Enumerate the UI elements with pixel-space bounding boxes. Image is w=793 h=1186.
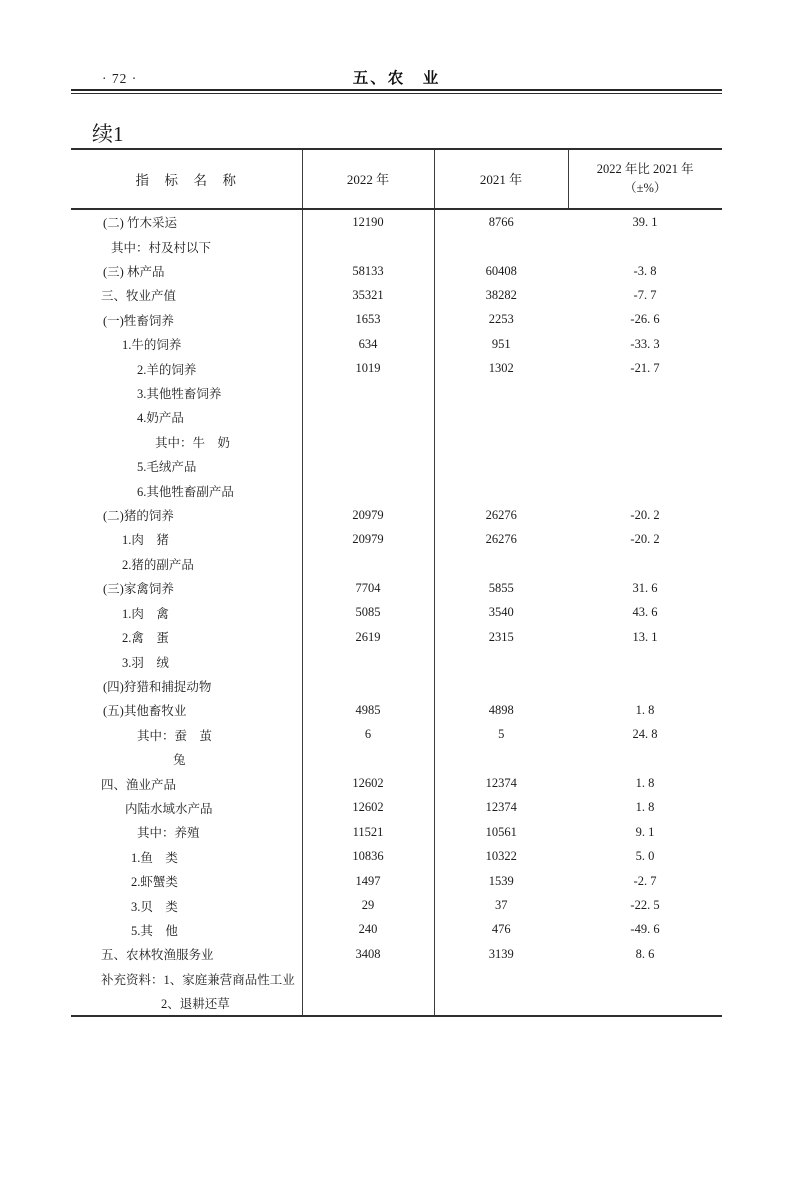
indicator-cell: 1.牛的饲养: [71, 332, 302, 356]
value-2021-cell: [434, 454, 568, 478]
indicator-cell: 2.猪的副产品: [71, 552, 302, 576]
percent-change-cell: [568, 478, 722, 502]
indicator-cell: 1.鱼 类: [71, 845, 302, 869]
table-row: [71, 234, 722, 258]
indicator-cell: 其中：牛 奶: [71, 430, 302, 454]
value-2022-cell: [302, 405, 434, 429]
value-2021-cell: [434, 967, 568, 991]
percent-change-cell: [568, 381, 722, 405]
percent-change-cell: [568, 649, 722, 673]
percent-change-cell: -22. 5: [630, 898, 660, 913]
table-body: [71, 209, 722, 1016]
indicator-cell: 三、牧业产值: [71, 283, 302, 307]
value-2022-cell: 2619: [302, 625, 434, 649]
value-2022-cell: [302, 747, 434, 771]
indicator-cell: (三) 林产品: [71, 259, 302, 283]
header-2022-label: 2022 年: [346, 172, 390, 187]
value-2021-cell: [434, 405, 568, 429]
indicator-cell: 1.肉 禽: [71, 601, 302, 625]
value-2021-cell: [434, 234, 568, 258]
percent-change-cell: 8. 6: [635, 946, 655, 961]
percent-change-cell: [568, 967, 722, 991]
indicator-cell: 5.其 他: [71, 918, 302, 942]
header-change: [568, 149, 722, 209]
value-2022-cell: [302, 478, 434, 502]
value-2021-cell: 60408: [485, 263, 517, 278]
value-2022-cell: [302, 991, 434, 1016]
value-2022-cell: [302, 454, 434, 478]
indicator-cell: 2.羊的饲养: [71, 356, 302, 380]
percent-change-cell: 31. 6: [632, 580, 658, 595]
table-header: [71, 149, 722, 209]
running-head: [71, 64, 722, 88]
percent-change-cell: -33. 3: [630, 336, 660, 351]
value-2021-cell: 5855: [488, 580, 514, 595]
indicator-cell: 3.羽 绒: [71, 649, 302, 673]
indicator-cell: 4.奶产品: [71, 405, 302, 429]
value-2021-cell: 3540: [488, 605, 514, 620]
value-2021-cell: 26276: [485, 531, 517, 546]
table-row: [71, 771, 722, 795]
percent-change-cell: [568, 552, 722, 576]
table-row: [71, 527, 722, 551]
value-2022-cell: 12190: [302, 209, 434, 234]
table-row: [71, 283, 722, 307]
table-row: [71, 698, 722, 722]
table-row: [71, 381, 722, 405]
table-row: [71, 918, 722, 942]
value-2022-cell: [302, 649, 434, 673]
table-row: [71, 869, 722, 893]
value-2021-cell: 5: [498, 727, 505, 742]
value-2021-cell: 10322: [485, 849, 517, 864]
percent-change-cell: [568, 405, 722, 429]
header-indicator: [71, 149, 302, 209]
value-2021-cell: 10561: [485, 824, 517, 839]
indicator-cell: 五、农林牧渔服务业: [71, 942, 302, 966]
table-row: [71, 674, 722, 698]
table-row: [71, 820, 722, 844]
page-number: · 72 ·: [102, 71, 138, 86]
indicator-cell: (三)家禽饲养: [71, 576, 302, 600]
table-row: [71, 967, 722, 991]
table-row: [71, 454, 722, 478]
header-rule: [71, 89, 722, 94]
value-2021-cell: 951: [491, 336, 511, 351]
value-2022-cell: 634: [302, 332, 434, 356]
indicator-cell: 四、渔业产品: [71, 771, 302, 795]
indicator-cell: 5.毛绒产品: [71, 454, 302, 478]
percent-change-cell: -2. 7: [633, 873, 657, 888]
value-2022-cell: 58133: [302, 259, 434, 283]
statistics-table: [71, 148, 722, 1017]
indicator-cell: 3.其他牲畜饲养: [71, 381, 302, 405]
value-2021-cell: [434, 381, 568, 405]
value-2021-cell: 38282: [485, 287, 517, 302]
value-2022-cell: 5085: [302, 601, 434, 625]
value-2022-cell: 1019: [302, 356, 434, 380]
value-2022-cell: 12602: [302, 771, 434, 795]
indicator-cell: 其中：村及村以下: [71, 234, 302, 258]
value-2022-cell: 11521: [302, 820, 434, 844]
table-row: [71, 405, 722, 429]
table-row: [71, 576, 722, 600]
indicator-cell: (二)猪的饲养: [71, 503, 302, 527]
indicator-cell: 2.禽 蛋: [71, 625, 302, 649]
value-2022-cell: 12602: [302, 796, 434, 820]
percent-change-cell: 5. 0: [635, 849, 655, 864]
header-indicator-label: 指 标 名 称: [135, 172, 237, 188]
value-2021-cell: [434, 991, 568, 1016]
percent-change-cell: 1. 8: [635, 702, 655, 717]
percent-change-cell: [568, 454, 722, 478]
value-2022-cell: 6: [302, 723, 434, 747]
value-2022-cell: 1497: [302, 869, 434, 893]
percent-change-cell: [568, 674, 722, 698]
indicator-cell: (五)其他畜牧业: [71, 698, 302, 722]
table-row: [71, 209, 722, 234]
percent-change-cell: [568, 234, 722, 258]
table-row: [71, 723, 722, 747]
percent-change-cell: -20. 2: [630, 531, 660, 546]
chapter-title: 五、农 业: [352, 70, 441, 87]
percent-change-cell: [568, 747, 722, 771]
value-2021-cell: 1302: [488, 361, 514, 376]
table-row: [71, 308, 722, 332]
value-2022-cell: [302, 430, 434, 454]
value-2022-cell: 29: [302, 893, 434, 917]
header-2021: [434, 149, 568, 209]
table-row: [71, 893, 722, 917]
value-2021-cell: 2253: [488, 312, 514, 327]
value-2021-cell: 2315: [488, 629, 514, 644]
table-row: [71, 625, 722, 649]
percent-change-cell: 24. 8: [632, 727, 658, 742]
value-2021-cell: [434, 478, 568, 502]
value-2021-cell: 12374: [485, 776, 517, 791]
percent-change-cell: 13. 1: [632, 629, 658, 644]
percent-change-cell: -49. 6: [630, 922, 660, 937]
value-2022-cell: 4985: [302, 698, 434, 722]
table-row: [71, 601, 722, 625]
indicator-cell: 2、退耕还草: [71, 991, 302, 1016]
percent-change-cell: -21. 7: [630, 361, 660, 376]
table-row: [71, 747, 722, 771]
percent-change-cell: 39. 1: [632, 214, 658, 229]
indicator-cell: 补充资料：1、家庭兼营商品性工业: [71, 967, 302, 991]
value-2021-cell: [434, 552, 568, 576]
value-2022-cell: 20979: [302, 527, 434, 551]
table-row: [71, 259, 722, 283]
value-2021-cell: 3139: [488, 946, 514, 961]
table-row: [71, 845, 722, 869]
indicator-cell: 兔: [71, 747, 302, 771]
value-2021-cell: 8766: [488, 214, 514, 229]
table-row: [71, 552, 722, 576]
indicator-cell: 其中：养殖: [71, 820, 302, 844]
value-2021-cell: [434, 430, 568, 454]
indicator-cell: 2.虾蟹类: [71, 869, 302, 893]
percent-change-cell: -20. 2: [630, 507, 660, 522]
continuation-label: 续1: [92, 122, 124, 146]
table-row: [71, 503, 722, 527]
percent-change-cell: 9. 1: [635, 824, 655, 839]
value-2022-cell: 20979: [302, 503, 434, 527]
value-2021-cell: 37: [495, 898, 508, 913]
percent-change-cell: 1. 8: [635, 800, 655, 815]
value-2021-cell: 1539: [488, 873, 514, 888]
value-2022-cell: 10836: [302, 845, 434, 869]
percent-change-cell: [568, 430, 722, 454]
table-row: [71, 991, 722, 1016]
percent-change-cell: -7. 7: [633, 287, 657, 302]
value-2022-cell: [302, 234, 434, 258]
percent-change-cell: [568, 991, 722, 1016]
table-row: [71, 356, 722, 380]
value-2022-cell: [302, 381, 434, 405]
percent-change-cell: 1. 8: [635, 776, 655, 791]
indicator-cell: (一)牲畜饲养: [71, 308, 302, 332]
value-2022-cell: 240: [302, 918, 434, 942]
indicator-cell: (四)狩猎和捕捉动物: [71, 674, 302, 698]
table-row: [71, 430, 722, 454]
value-2021-cell: [434, 674, 568, 698]
indicator-cell: 其中：蚕 茧: [71, 723, 302, 747]
value-2021-cell: [434, 649, 568, 673]
value-2021-cell: 26276: [485, 507, 517, 522]
table-row: [71, 649, 722, 673]
header-2021-label: 2021 年: [479, 172, 523, 187]
table-row: [71, 796, 722, 820]
value-2022-cell: 35321: [302, 283, 434, 307]
value-2022-cell: 1653: [302, 308, 434, 332]
table-row: [71, 478, 722, 502]
value-2022-cell: [302, 967, 434, 991]
percent-change-cell: -3. 8: [633, 263, 657, 278]
header-change-line2: （±%）: [624, 181, 667, 195]
value-2021-cell: 12374: [485, 800, 517, 815]
value-2021-cell: 4898: [488, 702, 514, 717]
document-page: [0, 64, 793, 1186]
value-2022-cell: [302, 674, 434, 698]
indicator-cell: 3.贝 类: [71, 893, 302, 917]
value-2022-cell: 3408: [302, 942, 434, 966]
value-2021-cell: [434, 747, 568, 771]
value-2021-cell: 476: [491, 922, 511, 937]
indicator-cell: 6.其他牲畜副产品: [71, 478, 302, 502]
table-row: [71, 332, 722, 356]
indicator-cell: 内陆水域水产品: [71, 796, 302, 820]
value-2022-cell: [302, 552, 434, 576]
header-2022: [302, 149, 434, 209]
indicator-cell: (二) 竹木采运: [71, 209, 302, 234]
indicator-cell: 1.肉 猪: [71, 527, 302, 551]
value-2022-cell: 7704: [302, 576, 434, 600]
percent-change-cell: 43. 6: [632, 605, 658, 620]
table-row: [71, 942, 722, 966]
header-change-line1: 2022 年比 2021 年: [596, 162, 694, 176]
percent-change-cell: -26. 6: [630, 312, 660, 327]
